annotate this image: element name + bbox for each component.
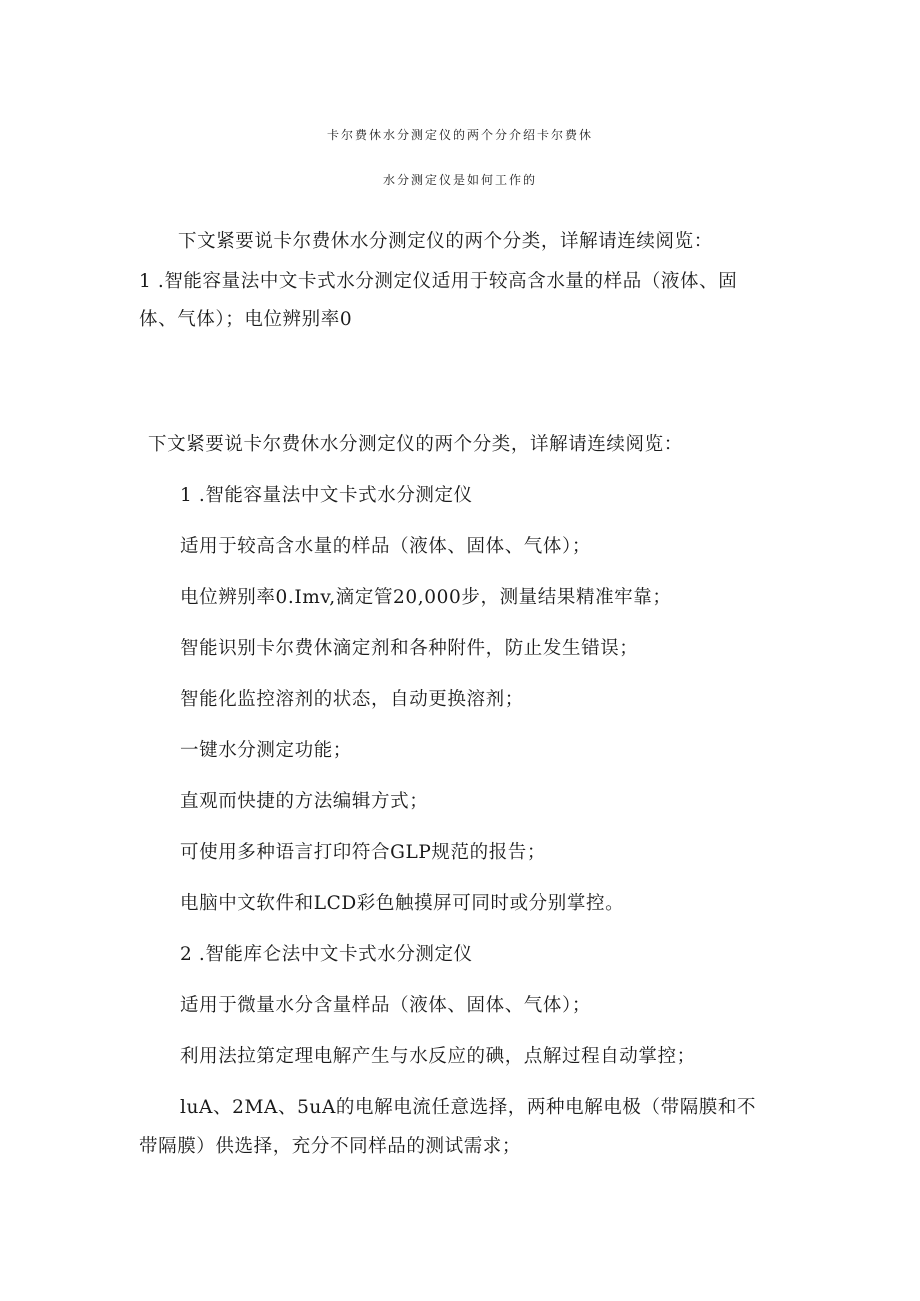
section-1-paragraph: 电位辨别率0.Imv,滴定管20,000步，测量结果精准牢靠； [180, 587, 672, 608]
body-intro: 下文紧要说卡尔费休水分测定仪的两个分类，详解请连续阅览： [148, 434, 683, 455]
section-2-paragraph-line-1: luA、2MA、5uA的电解电流任意选择，两种电解电极（带隔膜和不 [180, 1097, 757, 1118]
document-title-line-1: 卡尔费休水分测定仪的两个分介绍卡尔费休 [326, 128, 593, 142]
section-1-paragraph: 可使用多种语言打印符合GLP规范的报告； [180, 842, 547, 863]
summary-item-1-line-2: 体、气体）；电位辨别率0 [139, 309, 353, 330]
section-2-paragraph-line-2: 带隔膜）供选择，充分不同样品的测试需求； [139, 1136, 522, 1157]
section-2-heading: 2 .智能库仑法中文卡式水分测定仪 [180, 944, 473, 965]
summary-item-1-line-1: 1 .智能容量法中文卡式水分测定仪适用于较高含水量的样品（液体、固 [139, 271, 738, 292]
document-title-line-2: 水分测定仪是如何工作的 [382, 173, 537, 187]
section-1-paragraph: 电脑中文软件和LCD彩色触摸屏可同时或分别掌控。 [180, 893, 625, 914]
section-1-heading: 1 .智能容量法中文卡式水分测定仪 [180, 485, 473, 506]
summary-intro: 下文紧要说卡尔费休水分测定仪的两个分类，详解请连续阅览： [178, 231, 713, 252]
section-2-paragraph: 利用法拉第定理电解产生与水反应的碘，点解过程自动掌控； [180, 1046, 696, 1067]
section-1-paragraph: 智能识别卡尔费休滴定剂和各种附件，防止发生错误； [180, 638, 639, 659]
section-2-paragraph: 适用于微量水分含量样品（液体、固体、气体）； [180, 995, 591, 1016]
section-1-paragraph: 智能化监控溶剂的状态，自动更换溶剂； [180, 689, 524, 710]
section-1-paragraph: 一键水分测定功能； [180, 740, 352, 761]
section-1-paragraph: 直观而快捷的方法编辑方式； [180, 791, 429, 812]
section-1-paragraph: 适用于较高含水量的样品（液体、固体、气体）； [180, 536, 591, 557]
